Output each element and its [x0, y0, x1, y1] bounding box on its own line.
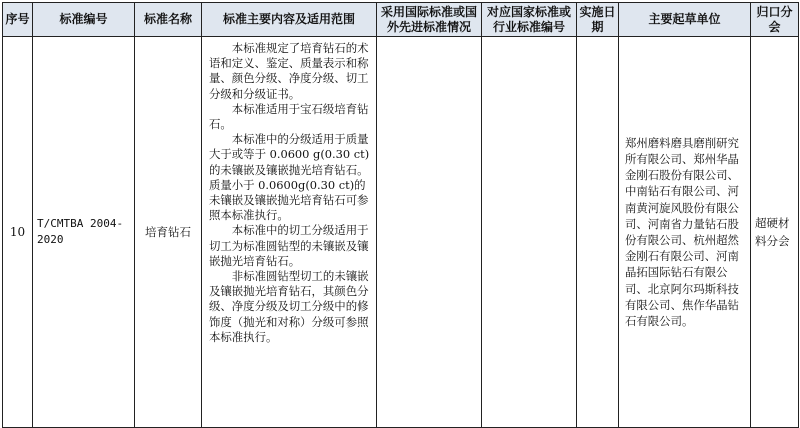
header-impl-date: 实施日期	[577, 3, 619, 37]
cell-national	[482, 37, 577, 428]
table-row	[3, 37, 799, 428]
cell-seq: 10	[3, 37, 33, 428]
scope-paragraph: 本标准中的切工分级适用于切工为标准圆钻型的未镶嵌及镶嵌抛光培育钻石。	[209, 223, 369, 268]
header-intl: 采用国际标准或国外先进标准情况	[377, 3, 482, 37]
cell-impl-date	[577, 37, 619, 428]
cell-dept: 超硬材料分会	[751, 37, 799, 428]
header-national: 对应国家标准或行业标准编号	[482, 3, 577, 37]
cell-std-name: 培育钻石	[135, 37, 202, 428]
header-dept: 归口分会	[751, 3, 799, 37]
cell-std-no: T/CMTBA 2004-2020	[33, 37, 135, 428]
scope-paragraph: 本标准中的分级适用于质量大于或等于 0.0600 g(0.30 ct)的未镶嵌及镶嵌抛光培育钻石。质量小于 0.0600g(0.30 ct)的未镶嵌及镶嵌抛光培育钻石可参照本标准执行。	[209, 132, 370, 223]
header-drafters: 主要起草单位	[619, 3, 751, 37]
header-std-name: 标准名称	[135, 3, 202, 37]
standards-table	[2, 2, 799, 428]
cell-intl	[377, 37, 482, 428]
header-row	[3, 3, 799, 37]
cell-scope	[202, 37, 377, 428]
header-seq: 序号	[3, 3, 33, 37]
header-std-no: 标准编号	[33, 3, 135, 37]
scope-paragraph: 非标准圆钻型切工的未镶嵌及镶嵌抛光培育钻石，其颜色分级、净度分级及切工分级中的修饰度（抛光和对称）分级可参照本标准执行。	[209, 269, 369, 344]
scope-paragraph: 本标准规定了培育钻石的术语和定义、鉴定、质量表示和称量、颜色分级、净度分级、切工分级和分级证书。	[209, 41, 369, 101]
cell-drafters: 郑州磨料磨具磨削研究所有限公司、郑州华晶金刚石股份有限公司、中南钻石有限公司、河南黄河旋风股份有限公司、河南省力量钻石股份有限公司、杭州超然金刚石有限公司、河南晶拓国际钻石有限公司、北京阿尔玛斯科技有限公司、焦作华晶钻石有限公司。	[619, 37, 751, 428]
header-scope: 标准主要内容及适用范围	[202, 3, 377, 37]
scope-paragraph: 本标准适用于宝石级培育钻石。	[209, 101, 369, 132]
